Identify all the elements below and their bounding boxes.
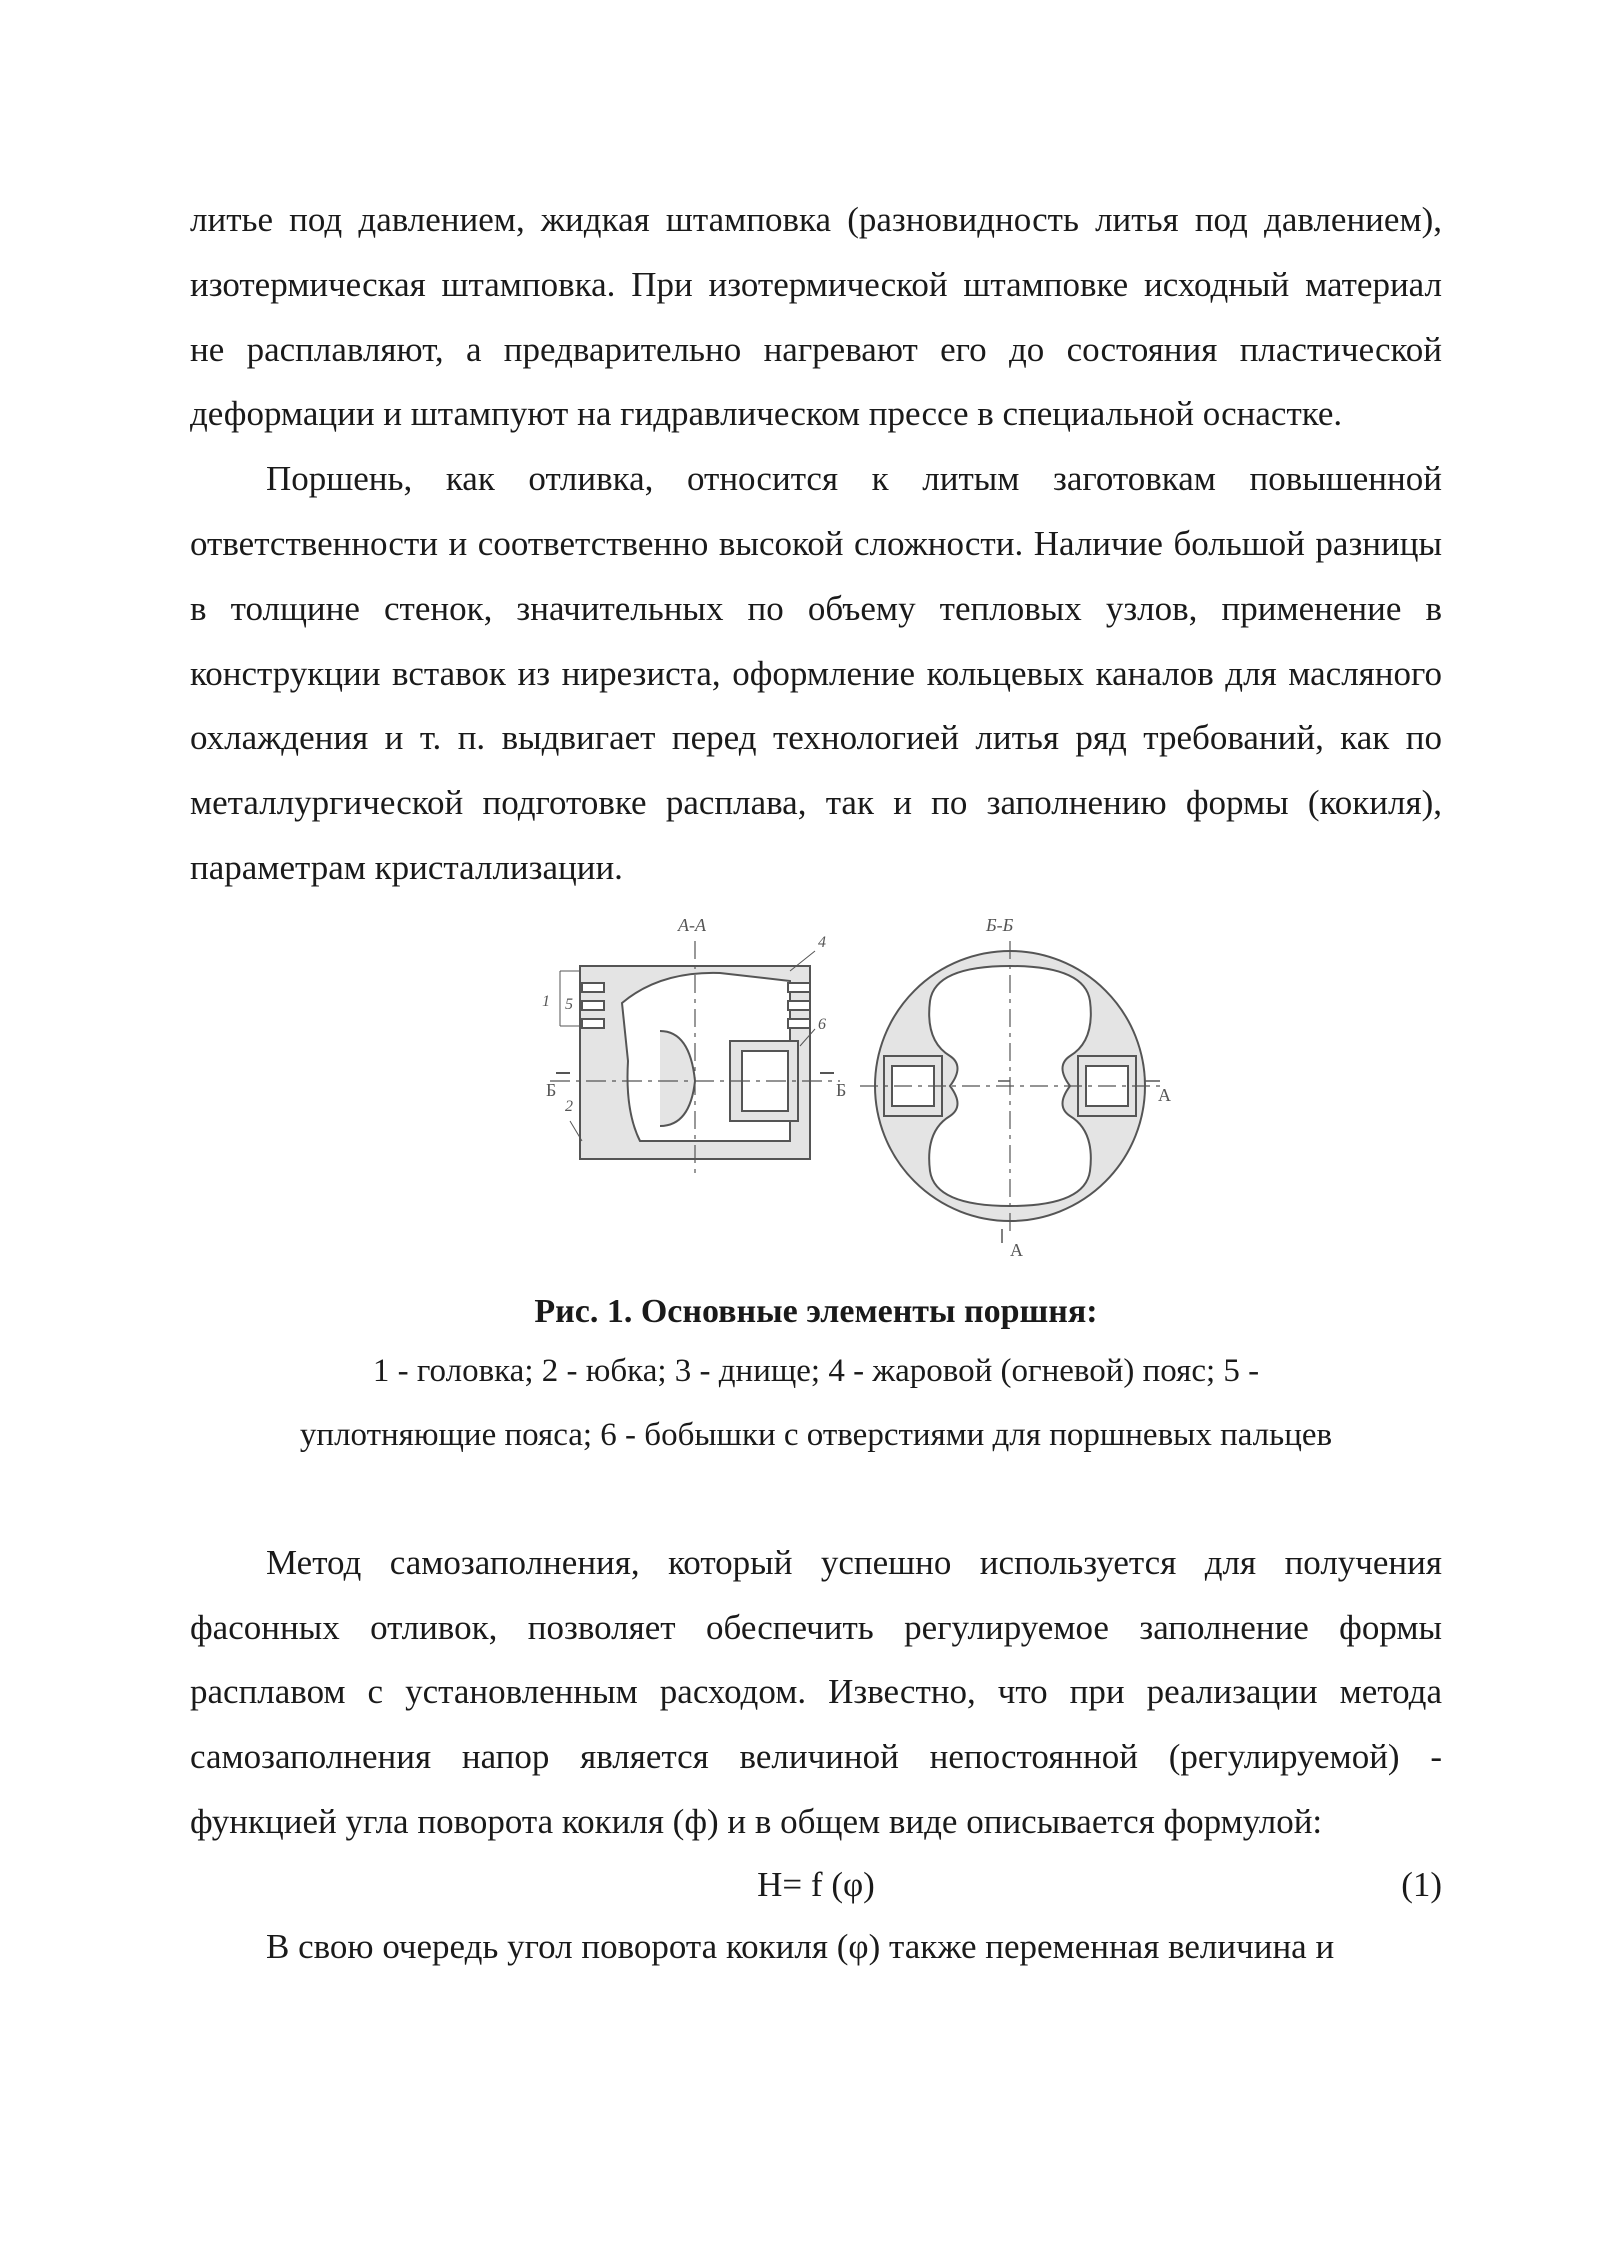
label-b-right: Б <box>836 1079 847 1100</box>
paragraph-4: В свою очередь угол поворота кокиля (φ) также переменная величина и <box>266 1926 1335 1966</box>
label-4: 4 <box>818 933 826 951</box>
label-a-right: А <box>1158 1084 1171 1105</box>
label-b-left: Б <box>546 1079 557 1100</box>
paragraph-1: литье под давлением, жидкая штамповка (разновидность литья под давлением), изотермическая штамповка. При изотермической штамповке исходный материал не расплавляют, а предварительно нагревают его до состояния пластической деформации и штампуют на гидравлическом прессе в специальной оснастке. <box>190 200 1442 434</box>
figure-caption-line-2: уплотняющие пояса; 6 - бобышки с отверстиями для поршневых пальцев <box>299 1416 1333 1453</box>
formula-expression: H= f (φ) <box>757 1864 875 1904</box>
label-5: 5 <box>565 995 573 1013</box>
figure-caption-line-1: 1 - головка; 2 - юбка; 3 - днище; 4 - жаровой (огневой) пояс; 5 - <box>372 1352 1260 1389</box>
section-aa-view <box>550 941 840 1176</box>
spacer <box>190 1467 1442 1531</box>
formula-1 <box>190 1855 1442 1915</box>
document-page <box>190 188 1442 1980</box>
piston-figure <box>190 911 1442 1281</box>
figure-caption-title: Рис. 1. Основные элементы поршня: <box>534 1292 1098 1330</box>
paragraph-2: Поршень, как отливка, относится к литым заготовкам повышенной ответственности и соответственно высокой сложности. Наличие большой разницы в толщине стенок, значительных по объему тепловых узлов, применение в конструкции вставок из нирезиста, оформление кольцевых каналов для масляного охлаждения и т. п. выдвигает перед технологией литья ряд требований, как по металлургической подготовке расплава, так и по заполнению формы (кокиля), параметрам кристаллизации. <box>190 459 1442 887</box>
piston-drawing <box>190 911 1442 1281</box>
section-bb-view <box>860 941 1160 1243</box>
label-a-bottom: А <box>1010 1239 1023 1260</box>
label-section-bb: Б-Б <box>986 914 1014 935</box>
paragraph-3: Метод самозаполнения, который успешно используется для получения фасонных отливок, позволяет обеспечить регулируемое заполнение формы расплавом с установленным расходом. Известно, что при реализации метода самозаполнения напор является величиной непостоянной (регулируемой) - функцией угла поворота кокиля (ф) и в общем виде описывается формулой: <box>190 1542 1442 1841</box>
label-6: 6 <box>818 1015 826 1033</box>
label-2: 2 <box>565 1097 573 1115</box>
label-section-aa: А-А <box>678 914 706 935</box>
label-1: 1 <box>542 992 550 1010</box>
formula-number: (1) <box>1401 1864 1442 1904</box>
